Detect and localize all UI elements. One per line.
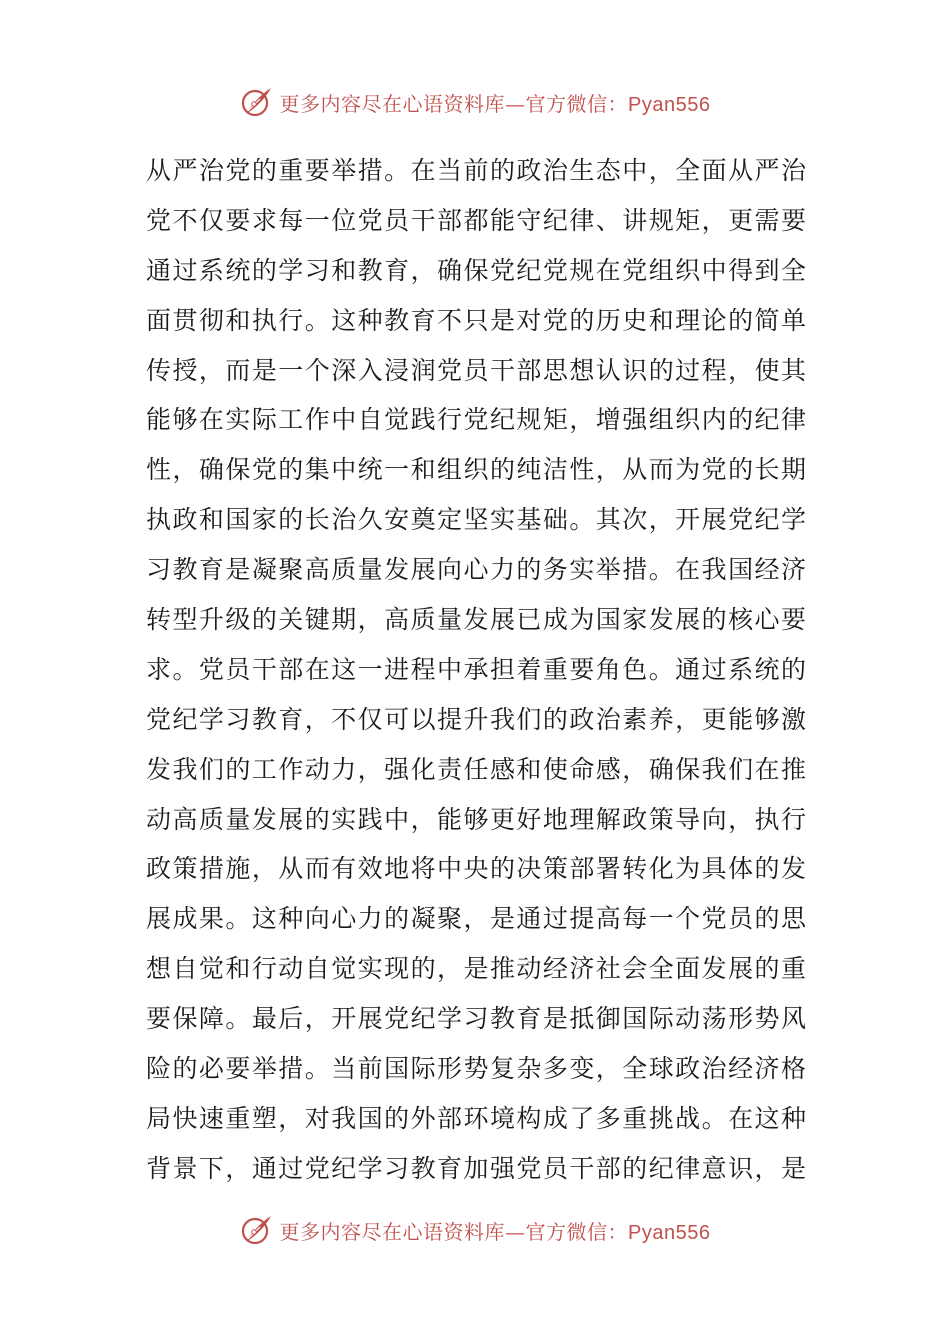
footer-wechat-id: Pyan556: [628, 1221, 711, 1244]
body-line: 从严治党的重要举措。在当前的政治生态中，全面从严治: [146, 156, 806, 185]
header-banner-text: [280, 88, 711, 117]
body-line: 展成果。这种向心力的凝聚，是通过提高每一个党员的思: [146, 904, 806, 934]
body-line: 求。党员干部在这一进程中承担着重要角色。通过系统的: [146, 654, 806, 684]
body-line: 想自觉和行动自觉实现的，是推动经济社会全面发展的重: [146, 954, 806, 984]
header-banner: [0, 82, 950, 122]
body-line: 背景下，通过党纪学习教育加强党员干部的纪律意识，是: [146, 1153, 806, 1183]
header-banner-label: 更多内容尽在心语资料库—官方微信：: [279, 91, 629, 116]
body-line: 通过系统的学习和教育，确保党纪党规在党组织中得到全: [146, 255, 806, 285]
body-line: 面贯彻和执行。这种教育不只是对党的历史和理论的简单: [146, 305, 806, 335]
footer-banner-text: [280, 1216, 711, 1245]
body-line: 执政和国家的长治久安奠定坚实基础。其次，开展党纪学: [146, 505, 806, 535]
document-body: [146, 146, 806, 1194]
body-line: 要保障。最后，开展党纪学习教育是抵御国际动荡形势风: [146, 1004, 806, 1034]
footer-banner-label: 更多内容尽在心语资料库—官方微信：: [279, 1219, 629, 1244]
header-wechat-id: Pyan556: [628, 93, 711, 116]
body-line: 动高质量发展的实践中，能够更好地理解政策导向，执行: [146, 804, 806, 834]
body-line: 发我们的工作动力，强化责任感和使命感，确保我们在推: [146, 754, 806, 784]
body-line: 转型升级的关键期，高质量发展已成为国家发展的核心要: [146, 605, 806, 635]
body-line: 党不仅要求每一位党员干部都能守纪律、讲规矩，更需要: [146, 205, 806, 235]
body-line: 党纪学习教育，不仅可以提升我们的政治素养，更能够激: [146, 704, 806, 734]
body-line: 政策措施，从而有效地将中央的决策部署转化为具体的发: [146, 854, 806, 884]
quill-pen-logo-icon: [240, 85, 274, 119]
body-line: 习教育是凝聚高质量发展向心力的务实举措。在我国经济: [146, 555, 806, 585]
body-line: 能够在实际工作中自觉践行党纪规矩，增强组织内的纪律: [146, 405, 806, 435]
body-line: 险的必要举措。当前国际形势复杂多变，全球政治经济格: [146, 1054, 806, 1084]
body-line: 传授，而是一个深入浸润党员干部思想认识的过程，使其: [146, 355, 806, 385]
quill-pen-logo-icon: [240, 1213, 274, 1247]
footer-banner: [0, 1210, 950, 1250]
body-line: 性，确保党的集中统一和组织的纯洁性，从而为党的长期: [146, 455, 806, 485]
body-line: 局快速重塑，对我国的外部环境构成了多重挑战。在这种: [146, 1103, 806, 1133]
